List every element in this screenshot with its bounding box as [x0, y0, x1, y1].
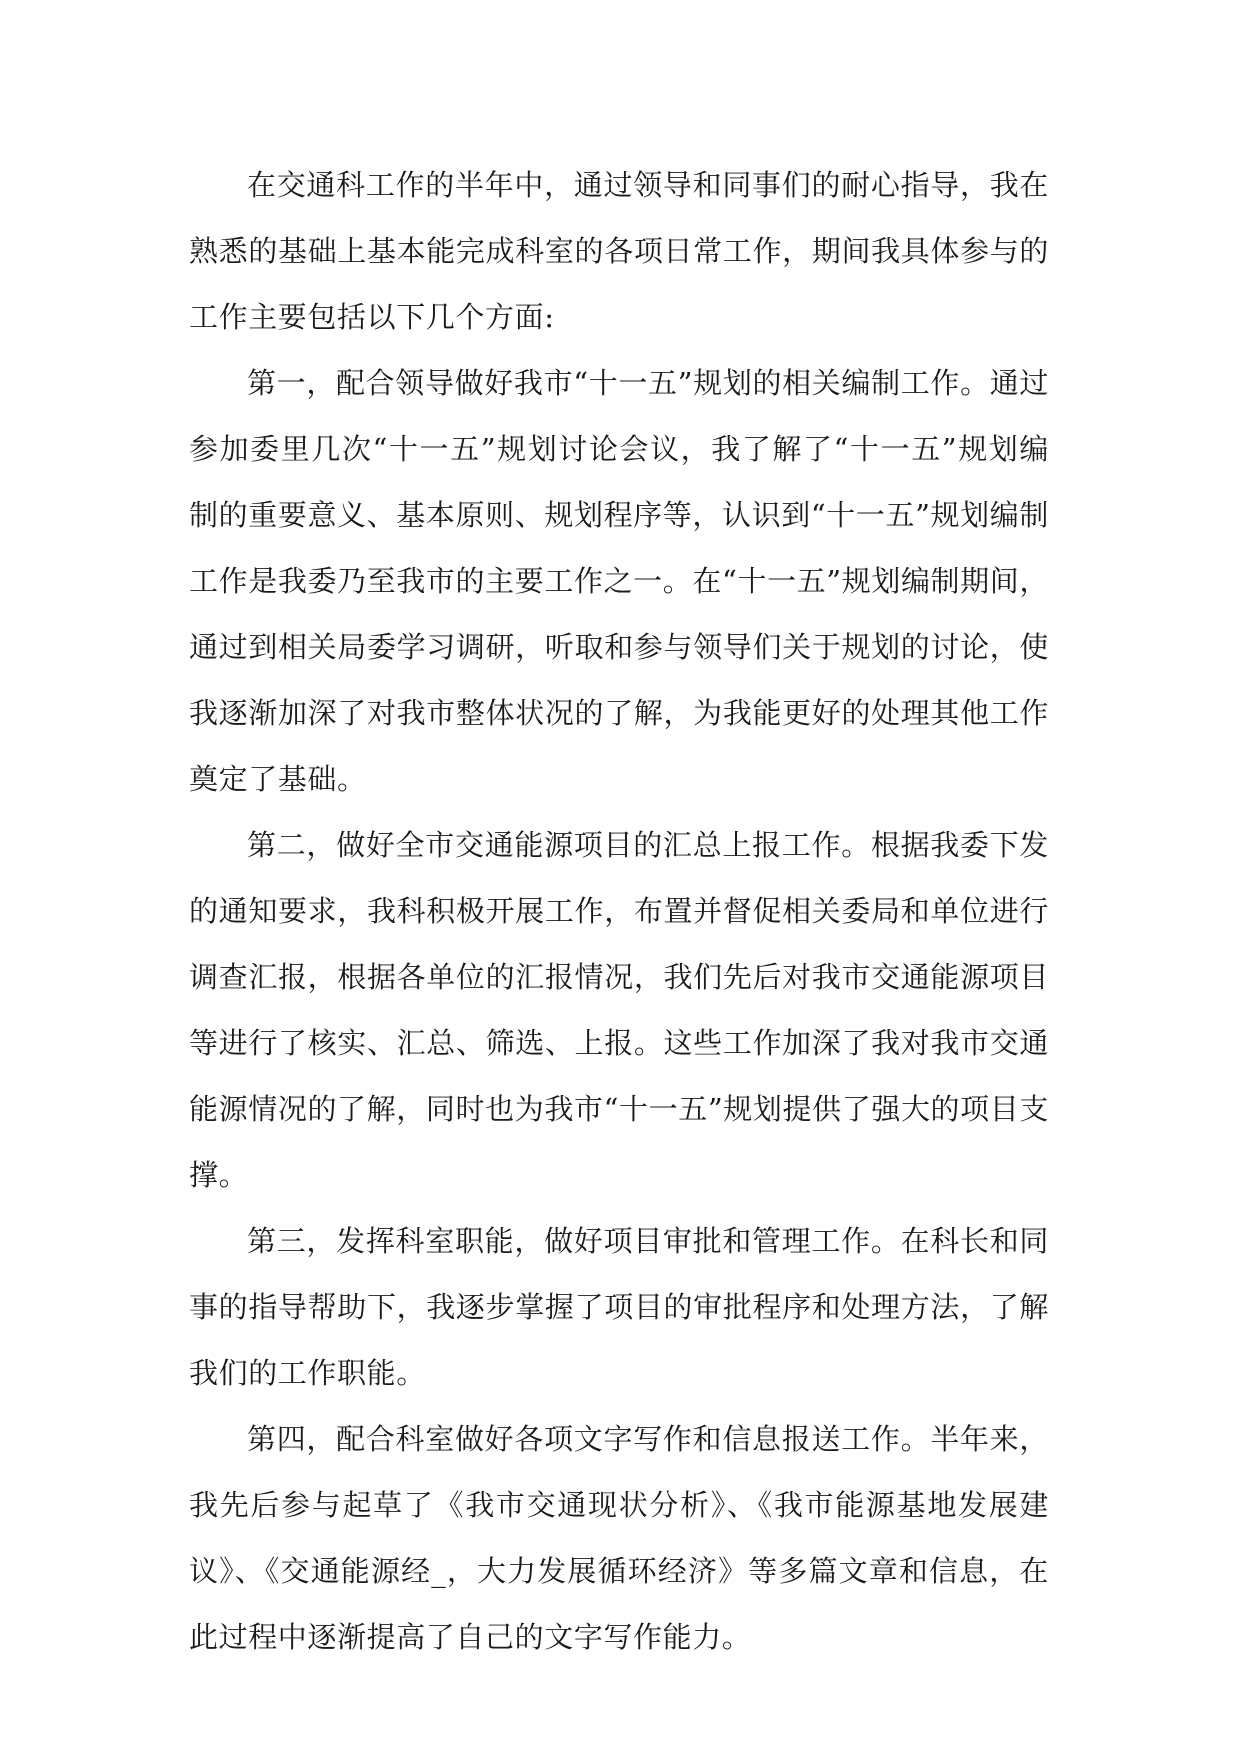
paragraph-second: 第二，做好全市交通能源项目的汇总上报工作。根据我委下发的通知要求，我科积极开展工作，布置并督促相关委局和单位进行调查汇报，根据各单位的汇报情况，我们先后对我市交通能源项目等进行了核实、汇总、筛选、上报。这些工作加深了我对我市交通能源情况的了解，同时也为我市“十一五”规划提供了强大的项目支撑。	[189, 828, 1049, 1192]
paragraph-third: 第三，发挥科室职能，做好项目审批和管理工作。在科长和同事的指导帮助下，我逐步掌握了项目的审批程序和处理方法，了解我们的工作职能。	[189, 1224, 1049, 1390]
paragraph-first: 第一，配合领导做好我市“十一五”规划的相关编制工作。通过参加委里几次“十一五”规划讨论会议，我了解了“十一五”规划编制的重要意义、基本原则、规划程序等，认识到“十一五”规划编制工作是我委乃至我市的主要工作之一。在“十一五”规划编制期间，通过到相关局委学习调研，听取和参与领导们关于规划的讨论，使我逐渐加深了对我市整体状况的了解，为我能更好的处理其他工作奠定了基础。	[189, 366, 1049, 796]
paragraph-fourth: 第四，配合科室做好各项文字写作和信息报送工作。半年来，我先后参与起草了《我市交通现状分析》、《我市能源基地发展建议》、《交通能源经_，大力发展循环经济》等多篇文章和信息，在此过程中逐渐提高了自己的文字写作能力。	[189, 1422, 1049, 1654]
document-body	[189, 152, 1049, 1670]
paragraph-intro: 在交通科工作的半年中，通过领导和同事们的耐心指导，我在熟悉的基础上基本能完成科室的各项日常工作，期间我具体参与的工作主要包括以下几个方面:	[189, 168, 1049, 334]
